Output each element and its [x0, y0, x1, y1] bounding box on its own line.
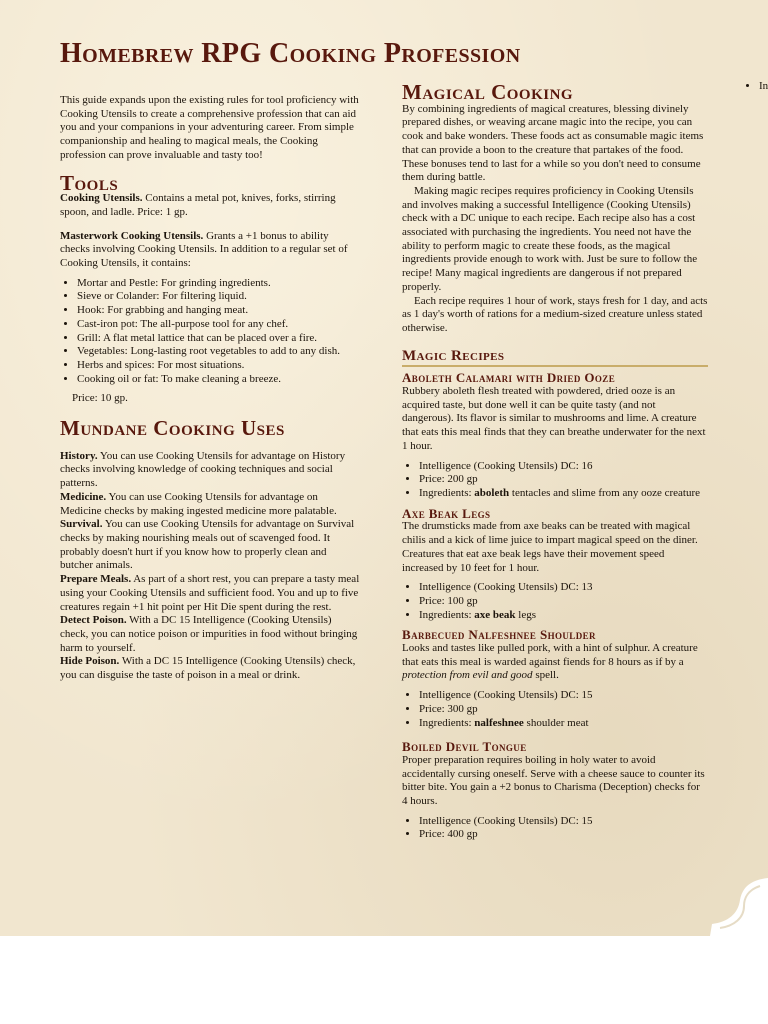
mundane-entry-detect-poison: Detect Poison. With a DC 15 Intelligence (Cooking Utensils) check, you can notice poison or impurities in food without bringing harm to yourself. — [60, 614, 358, 654]
masterwork-price: Price: 10 gp. — [72, 392, 128, 405]
recipe-price: • Price: 300 gp — [419, 703, 708, 717]
recipe-ingredients: • Ingredients: axe beak legs — [419, 609, 708, 623]
list-item: • Grill: A flat metal lattice that can be placed over a fire. — [77, 332, 360, 346]
magical-cooking-heading: Magical Cooking — [402, 80, 574, 104]
mundane-entry-survival: Survival. You can use Cooking Utensils for advantage on Survival checks by making nourishing meals out of scavenged food. It probably doesn't hurt if you know how to properly clean and butcher animals. — [60, 518, 355, 572]
magical-paragraph-1: By combining ingredients of magical creatures, blessing divinely prepared dishes, or weaving arcane magic into the recipe, you can cook and bake wonders. These foods act as consumable magic items that can provide a boon to the creature that partakes of the food. These bonuses tend to last for a while so you don't need to consume them during battle. — [402, 102, 704, 184]
recipe-axe-beak-description: The drumsticks made from axe beaks can be treated with magical chilis and a kick of lime juice to impart magical speed on the diner. Creatures that eat axe beak legs have their movement speed increased by 10 feet for 1 hour. — [402, 520, 698, 574]
recipe-aboleth-description: Rubbery aboleth flesh treated with powdered, dried ooze is an acquired taste, but done well it can be quite tasty (and not dangerous). Its flavor is similar to mushrooms and lime. A creature that eats this meal finds that they can breathe underwater for the next 1 hour. — [402, 385, 706, 452]
list-item: • Vegetables: Long-lasting root vegetables to add to any dish. — [77, 345, 360, 359]
recipe-aboleth-title: Aboleth Calamari with Dried Ooze — [402, 370, 616, 386]
masterwork-contents-list — [60, 277, 360, 387]
magical-paragraph-3: Each recipe requires 1 hour of work, stays fresh for 1 day, and acts as 1 day's worth of rations for a medium-sized creature unless stated otherwise. — [402, 294, 708, 334]
list-item: • Mortar and Pestle: For grinding ingredients. — [77, 277, 360, 291]
mundane-entry-prepare-meals: Prepare Meals. As part of a short rest, you can prepare a tasty meal using your Cooking Utensils and sufficient food. You and up to five creatures regain +1 hit point per Hit Die spent during the rest. — [60, 573, 360, 613]
next-column-fragment: • In — [745, 80, 768, 92]
corner-ornament-icon — [698, 866, 768, 936]
left-column — [60, 94, 360, 683]
mundane-entry-medicine: Medicine. You can use Cooking Utensils for advantage on Medicine checks by making ingested medicine more palatable. — [60, 490, 337, 517]
tools-heading: Tools — [60, 170, 119, 195]
list-item: • Cooking oil or fat: To make cleaning a breeze. — [77, 373, 360, 387]
recipe-ingredients: • Ingredients: aboleth tentacles and slime from any ooze creature — [419, 487, 708, 501]
recipe-dc: • Intelligence (Cooking Utensils) DC: 13 — [419, 581, 708, 595]
recipe-ingredients: • Ingredients: nalfeshnee shoulder meat — [419, 717, 708, 731]
recipe-dc: • Intelligence (Cooking Utensils) DC: 15 — [419, 689, 708, 703]
recipe-nalfeshnee-description: Looks and tastes like pulled pork, with a hint of sulphur. A creature that eats this meal is warded against fiends for 8 hours as if by a protection from evil and good spell. — [402, 642, 698, 682]
recipe-devil-tongue-stats — [402, 815, 708, 842]
magic-recipes-heading: Magic Recipes — [402, 350, 708, 368]
mundane-entry-history: History. You can use Cooking Utensils for advantage on History checks involving knowledge of cooking techniques and social patterns. — [60, 449, 346, 490]
page-title: Homebrew RPG Cooking Profession — [60, 38, 521, 69]
recipe-devil-tongue-description: Proper preparation requires boiling in holy water to avoid accidentally cursing oneself. Serve with a cheese sauce to counter its bitter bite. You gain a +2 bonus to Charisma (Deception) checks for 4 hours. — [402, 753, 705, 808]
recipe-price: • Price: 200 gp — [419, 473, 708, 487]
recipe-nalfeshnee-stats — [402, 689, 708, 730]
intro-paragraph: This guide expands upon the existing rules for tool proficiency with Cooking Utensils to create a comprehensive profession that can aid you and your companions in your adventuring career. From simple companionship and healing to magical meals, the Cooking profession can prove invaluable and tasty too! — [60, 94, 359, 161]
recipe-price: • Price: 400 gp — [419, 828, 708, 842]
recipe-dc: • Intelligence (Cooking Utensils) DC: 15 — [419, 815, 708, 829]
list-item: • Cast-iron pot: The all-purpose tool for any chef. — [77, 318, 360, 332]
mundane-entry-hide-poison: Hide Poison. With a DC 15 Intelligence (Cooking Utensils) check, you can disguise the taste of poison in a meal or drink. — [60, 655, 356, 682]
list-item: • Herbs and spices: For most situations. — [77, 359, 360, 373]
cooking-utensils-entry: Cooking Utensils. Contains a metal pot, knives, forks, stirring spoon, and ladle. Price: 1 gp. — [60, 192, 336, 218]
mundane-uses-heading: Mundane Cooking Uses — [60, 416, 285, 441]
recipe-axe-beak-stats — [402, 581, 708, 622]
right-column — [402, 80, 708, 842]
recipe-devil-tongue-title: Boiled Devil Tongue — [402, 739, 527, 755]
recipe-aboleth-stats — [402, 460, 708, 501]
masterwork-utensils-name: Masterwork Cooking Utensils. — [60, 229, 204, 242]
masterwork-utensils-entry: Masterwork Cooking Utensils. Grants a +1 bonus to ability checks involving Cooking Utensils. In addition to a regular set of Cooking Utensils, it contains: — [60, 229, 348, 270]
recipe-nalfeshnee-title: Barbecued Nalfeshnee Shoulder — [402, 627, 596, 643]
recipe-axe-beak-title: Axe Beak Legs — [402, 505, 491, 521]
list-item: • Hook: For grabbing and hanging meat. — [77, 304, 360, 318]
recipe-price: • Price: 100 gp — [419, 595, 708, 609]
recipe-dc: • Intelligence (Cooking Utensils) DC: 16 — [419, 460, 708, 474]
magical-paragraph-2: Making magic recipes requires proficiency in Cooking Utensils and involves making a successful Intelligence (Cooking Utensils) check with a DC unique to each recipe. Each recipe also has a cost associated with purchasing the ingredients. You need not have the ability to perform magic to create these foods, as the magical ingredients provide enough to work with. Just be sure to follow the recipe! Many magical ingredients are dangerous if not prepared properly. — [402, 184, 698, 293]
list-item: • Sieve or Colander: For filtering liquid. — [77, 290, 360, 304]
cooking-utensils-name: Cooking Utensils. — [60, 192, 143, 205]
